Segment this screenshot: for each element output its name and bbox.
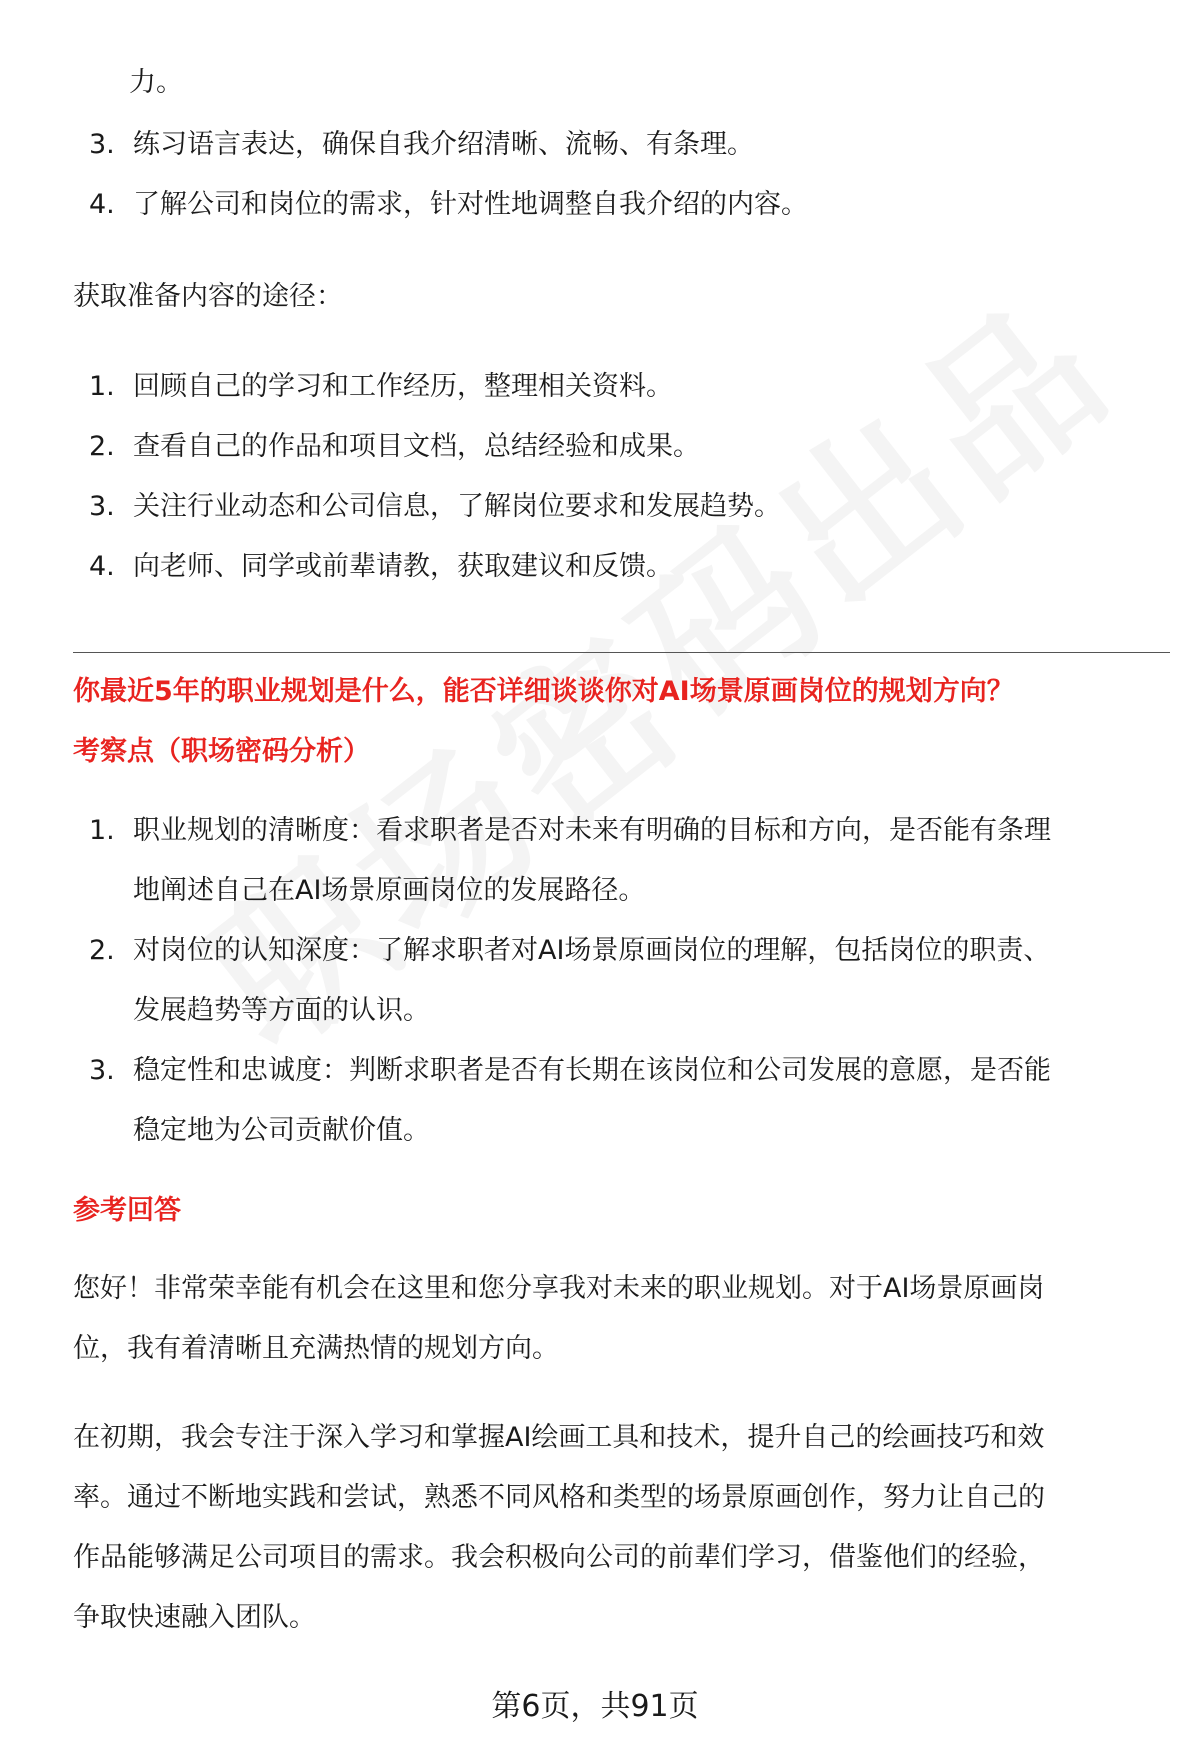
paragraph-line: 率。通过不断地实践和尝试，熟悉不同风格和类型的场景原画创作，努力让自己的: [73, 1482, 1045, 1513]
paragraph-line: 位，我有着清晰且充满热情的规划方向。: [73, 1333, 559, 1364]
list-number: 2.: [89, 431, 115, 462]
section-divider: [73, 652, 1170, 653]
list-number: 1.: [89, 815, 115, 846]
list-text-line: 对岗位的认知深度：了解求职者对AI场景原画岗位的理解，包括岗位的职责、: [133, 935, 1051, 966]
paragraph-line: 作品能够满足公司项目的需求。我会积极向公司的前辈们学习，借鉴他们的经验，: [73, 1542, 1045, 1573]
list-number: 3.: [89, 1055, 115, 1086]
list-text-line: 稳定性和忠诚度：判断求职者是否有长期在该岗位和公司发展的意愿，是否能: [133, 1055, 1051, 1086]
list-number: 3.: [89, 491, 115, 522]
list-text-line: 发展趋势等方面的认识。: [133, 995, 430, 1026]
list-text-line: 稳定地为公司贡献价值。: [133, 1115, 430, 1146]
answer-heading: 参考回答: [73, 1195, 181, 1226]
list-text: 查看自己的作品和项目文档，总结经验和成果。: [133, 431, 700, 462]
sources-heading: 获取准备内容的途径：: [73, 281, 343, 312]
list-text: 练习语言表达，确保自我介绍清晰、流畅、有条理。: [133, 129, 754, 160]
list-number: 3.: [89, 129, 115, 160]
paragraph-line: 您好！非常荣幸能有机会在这里和您分享我对未来的职业规划。对于AI场景原画岗: [73, 1273, 1045, 1304]
paragraph-line: 在初期，我会专注于深入学习和掌握AI绘画工具和技术，提升自己的绘画技巧和效: [73, 1422, 1045, 1453]
page-number-footer: 第6页，共91页: [491, 1689, 699, 1724]
list-text-line: 职业规划的清晰度：看求职者是否对未来有明确的目标和方向，是否能有条理: [133, 815, 1051, 846]
list-text: 关注行业动态和公司信息，了解岗位要求和发展趋势。: [133, 491, 781, 522]
list-text: 了解公司和岗位的需求，针对性地调整自我介绍的内容。: [133, 189, 808, 220]
list-number: 4.: [89, 189, 115, 220]
list-number: 2.: [89, 935, 115, 966]
analysis-heading: 考察点（职场密码分析）: [73, 736, 370, 767]
interview-question: 你最近5年的职业规划是什么，能否详细谈谈你对AI场景原画岗位的规划方向？: [73, 676, 1014, 707]
list-number: 4.: [89, 551, 115, 582]
continuation-text: 力。: [129, 67, 183, 98]
list-number: 1.: [89, 371, 115, 402]
paragraph-line: 争取快速融入团队。: [73, 1602, 316, 1633]
list-text: 回顾自己的学习和工作经历，整理相关资料。: [133, 371, 673, 402]
list-text: 向老师、同学或前辈请教，获取建议和反馈。: [133, 551, 673, 582]
list-text-line: 地阐述自己在AI场景原画岗位的发展路径。: [133, 875, 646, 906]
